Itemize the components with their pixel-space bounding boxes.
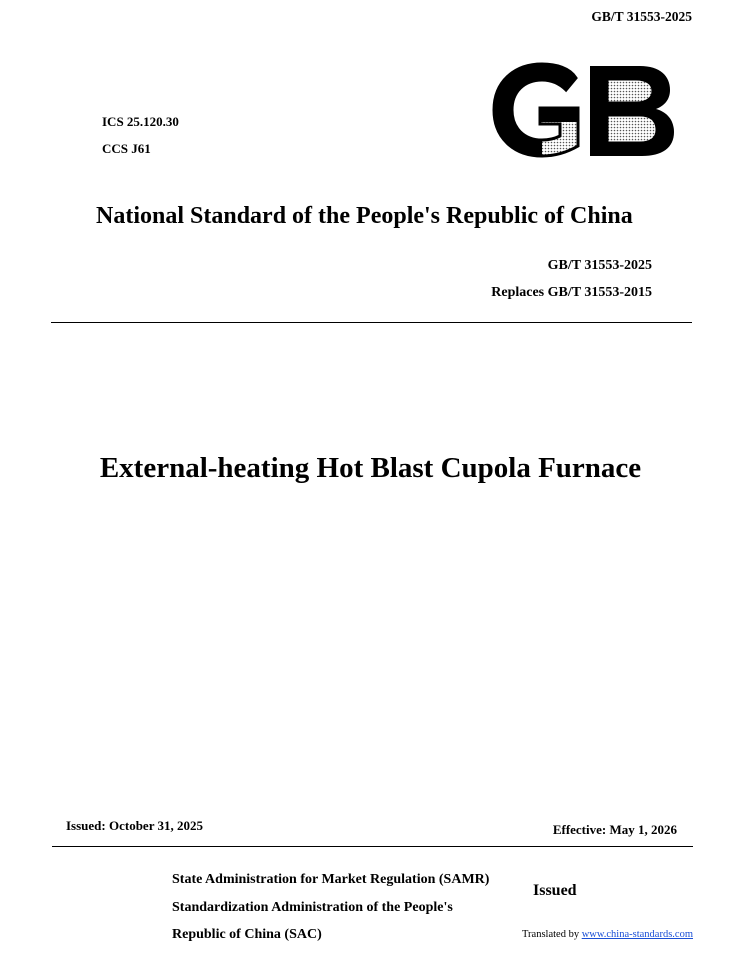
gb-logo xyxy=(490,60,676,160)
header-standard-code: GB/T 31553-2025 xyxy=(591,9,692,24)
issued-date: Issued: October 31, 2025 xyxy=(66,818,203,833)
replaces-code: Replaces GB/T 31553-2015 xyxy=(491,285,652,300)
issued-label: Issued xyxy=(533,882,577,899)
standard-code: GB/T 31553-2025 xyxy=(547,258,652,273)
ccs-code: CCS J61 xyxy=(102,141,151,156)
issuer-line-3: Republic of China (SAC) xyxy=(172,927,322,942)
translation-credit xyxy=(522,929,693,940)
bottom-divider xyxy=(52,846,693,847)
issuer-line-2: Standardization Administration of the People's xyxy=(172,900,453,915)
document-title: External-heating Hot Blast Cupola Furnace xyxy=(99,452,642,484)
national-standard-title: National Standard of the People's Republic of China xyxy=(96,203,633,229)
effective-date: Effective: May 1, 2026 xyxy=(552,822,677,837)
issuer-line-1: State Administration for Market Regulation (SAMR) xyxy=(172,872,490,887)
logo-letter-g xyxy=(494,64,578,156)
ics-code: ICS 25.120.30 xyxy=(102,114,179,129)
logo-letter-b xyxy=(590,66,674,156)
translator-link[interactable]: www.china-standards.com xyxy=(581,929,693,940)
top-divider xyxy=(51,322,692,323)
translation-prefix: Translated by xyxy=(522,929,582,940)
